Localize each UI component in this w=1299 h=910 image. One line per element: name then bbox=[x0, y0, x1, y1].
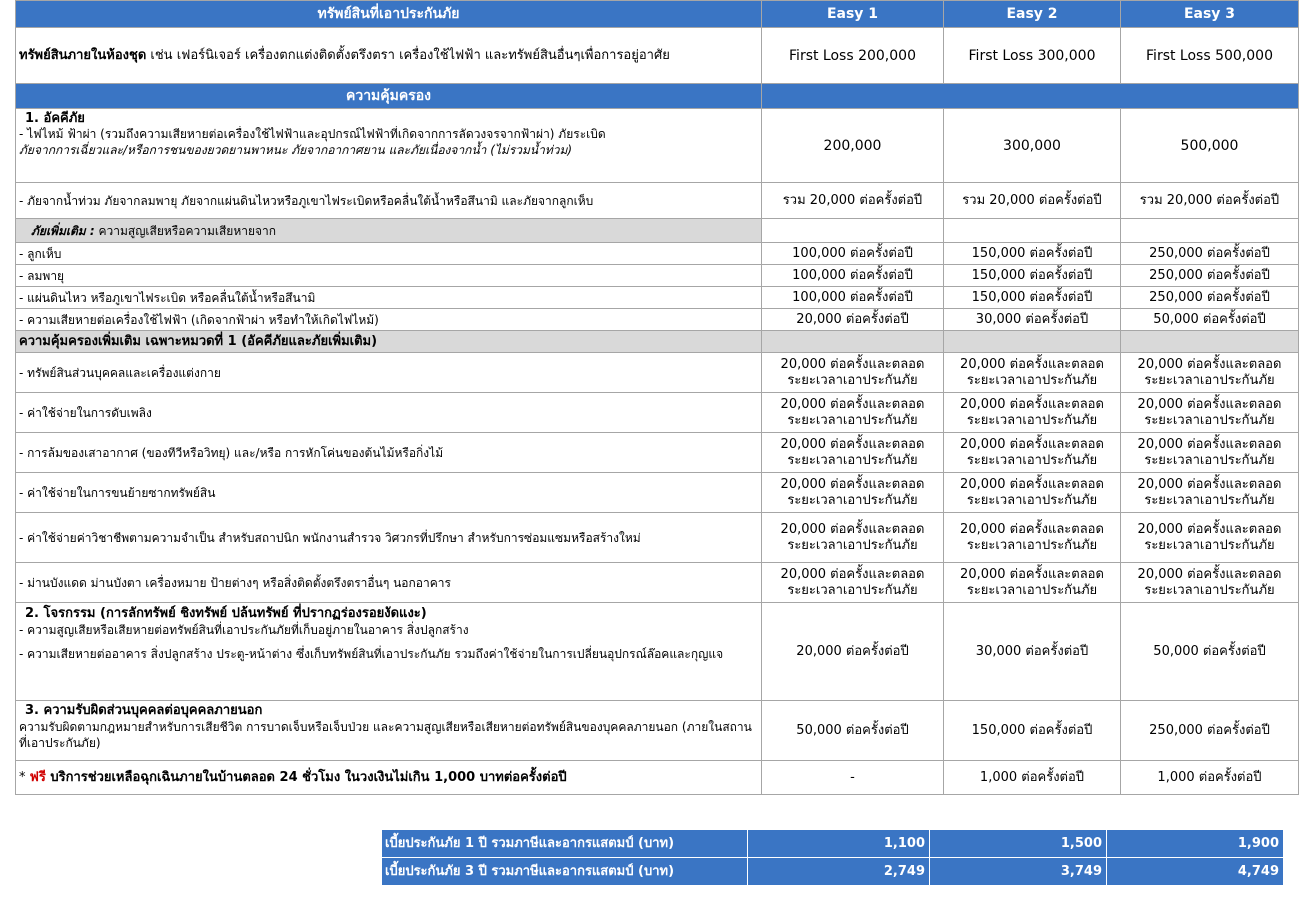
fire-row bbox=[16, 109, 1299, 183]
free-service-row bbox=[16, 761, 1299, 795]
premium-value: 1,900 bbox=[1107, 830, 1284, 858]
natural-perils-value: รวม 20,000 ต่อครั้งต่อปี bbox=[1121, 183, 1299, 219]
burglary-value: 20,000 ต่อครั้งต่อปี bbox=[762, 603, 944, 701]
free-service-value: - bbox=[762, 761, 944, 795]
insured-property-row bbox=[16, 28, 1299, 84]
extra-coverage-value-line2: ระยะเวลาเอาประกันภัย bbox=[1144, 372, 1275, 388]
additional-peril-value: 100,000 ต่อครั้งต่อปี bbox=[762, 265, 944, 287]
additional-perils-title-row bbox=[16, 219, 1299, 243]
coverage-sheet bbox=[15, 0, 1299, 795]
liability-label bbox=[16, 701, 762, 761]
extra-coverage-value bbox=[944, 393, 1121, 433]
fire-value: 200,000 bbox=[762, 109, 944, 183]
extra-coverage-value-line1: 20,000 ต่อครั้งและตลอด bbox=[960, 521, 1104, 537]
extra-coverage-label: - การล้มของเสาอากาศ (ของทีวีหรือวิทยุ) และ/หรือ การหักโค่นของต้นไม้หรือกิ่งไม้ bbox=[16, 433, 762, 473]
extra-coverage-row bbox=[16, 393, 1299, 433]
extra-coverage-value-line2: ระยะเวลาเอาประกันภัย bbox=[966, 372, 1098, 388]
extra-coverage-row bbox=[16, 353, 1299, 393]
header-plan-easy3: Easy 3 bbox=[1121, 1, 1299, 28]
extra-coverage-value bbox=[944, 473, 1121, 513]
extra-coverage-label: - ม่านบังแดด ม่านบังตา เครื่องหมาย ป้ายต่างๆ หรือสิ่งติดตั้งตรึงตราอื่นๆ นอกอาคาร bbox=[16, 563, 762, 603]
extra-coverage-value-line1: 20,000 ต่อครั้งและตลอด bbox=[1137, 521, 1282, 537]
premium-table bbox=[381, 829, 1284, 886]
extra-coverage-value-line2: ระยะเวลาเอาประกันภัย bbox=[966, 452, 1098, 468]
extra-coverage-value bbox=[944, 433, 1121, 473]
extra-coverage-value-line1: 20,000 ต่อครั้งและตลอด bbox=[780, 476, 925, 492]
additional-perils-title-bold: ภัยเพิ่มเติม : bbox=[31, 223, 95, 238]
header-plan-easy1: Easy 1 bbox=[762, 1, 944, 28]
burglary-row bbox=[16, 603, 1299, 701]
extra-coverage-value-line1: 20,000 ต่อครั้งและตลอด bbox=[780, 521, 925, 537]
extra-coverage-value-line2: ระยะเวลาเอาประกันภัย bbox=[787, 582, 918, 598]
extra-coverage-row bbox=[16, 433, 1299, 473]
fire-desc-line2: ภัยจากการเฉี่ยวและ/หรือการชนของยวดยานพาหนะ ภัยจากอากาศยาน และภัยเนื่องจากน้ำ (ไม่รวมน้ำท่วม) bbox=[19, 143, 573, 157]
additional-perils-title bbox=[16, 219, 762, 243]
extra-coverage-value-line2: ระยะเวลาเอาประกันภัย bbox=[966, 412, 1098, 428]
fire-label bbox=[16, 109, 762, 183]
extra-coverage-value-line2: ระยะเวลาเอาประกันภัย bbox=[1144, 537, 1275, 553]
table-header-row bbox=[16, 1, 1299, 28]
extra-coverage-value-line1: 20,000 ต่อครั้งและตลอด bbox=[960, 436, 1104, 452]
extra-coverage-value bbox=[1121, 513, 1299, 563]
premium-row bbox=[382, 858, 1284, 886]
additional-perils-title-rest: ความสูญเสียหรือความเสียหายจาก bbox=[94, 223, 277, 238]
extra-coverage-value-line2: ระยะเวลาเอาประกันภัย bbox=[787, 412, 918, 428]
extra-coverage-value-line1: 20,000 ต่อครั้งและตลอด bbox=[780, 566, 925, 582]
extra-coverage-label: - ค่าใช้จ่ายในการขนย้ายซากทรัพย์สิน bbox=[16, 473, 762, 513]
liability-title: 3. ความรับผิดส่วนบุคคลต่อบุคคลภายนอก bbox=[25, 703, 263, 718]
extra-coverage-value-line2: ระยะเวลาเอาประกันภัย bbox=[1144, 452, 1275, 468]
free-service-text: บริการช่วยเหลือฉุกเฉินภายในบ้านตลอด 24 ชั่วโมง ในวงเงินไม่เกิน 1,000 บาทต่อครั้งต่อปี bbox=[45, 769, 567, 785]
additional-peril-value: 30,000 ต่อครั้งต่อปี bbox=[944, 309, 1121, 331]
premium-value: 2,749 bbox=[748, 858, 930, 886]
extra-coverage-value bbox=[762, 393, 944, 433]
extra-coverage-value-line2: ระยะเวลาเอาประกันภัย bbox=[787, 492, 918, 508]
additional-peril-value: 150,000 ต่อครั้งต่อปี bbox=[944, 265, 1121, 287]
header-insured-property: ทรัพย์สินที่เอาประกันภัย bbox=[16, 1, 762, 28]
premium-label: เบี้ยประกันภัย 3 ปี รวมภาษีและอากรแสตมป์ (บาท) bbox=[382, 858, 748, 886]
insured-property-label bbox=[16, 28, 762, 84]
fire-title: 1. อัคคีภัย bbox=[25, 111, 85, 126]
additional-peril-row bbox=[16, 309, 1299, 331]
extra-coverage-title-fill bbox=[762, 331, 944, 353]
natural-perils-label: - ภัยจากน้ำท่วม ภัยจากลมพายุ ภัยจากแผ่นดินไหวหรือภูเขาไฟระเบิดหรือคลื่นใต้น้ำหรือสึนามิ และภัยจากลูกเห็บ bbox=[16, 183, 762, 219]
header-plan-easy2: Easy 2 bbox=[944, 1, 1121, 28]
extra-coverage-value bbox=[1121, 353, 1299, 393]
additional-peril-row bbox=[16, 287, 1299, 309]
coverage-header-row bbox=[16, 84, 1299, 109]
extra-coverage-value-line1: 20,000 ต่อครั้งและตลอด bbox=[1137, 476, 1282, 492]
additional-peril-value: 250,000 ต่อครั้งต่อปี bbox=[1121, 243, 1299, 265]
insured-property-label-rest: เช่น เฟอร์นิเจอร์ เครื่องตกแต่งติดตั้งตรึงตรา เครื่องใช้ไฟฟ้า และทรัพย์สินอื่นๆเพื่อการอยู่อาศัย bbox=[146, 48, 670, 63]
additional-peril-label: - แผ่นดินไหว หรือภูเขาไฟระเบิด หรือคลื่นใต้น้ำหรือสึนามิ bbox=[16, 287, 762, 309]
free-service-label bbox=[16, 761, 762, 795]
coverage-header: ความคุ้มครอง bbox=[16, 84, 762, 109]
free-service-value: 1,000 ต่อครั้งต่อปี bbox=[944, 761, 1121, 795]
additional-peril-value: 150,000 ต่อครั้งต่อปี bbox=[944, 287, 1121, 309]
burglary-label bbox=[16, 603, 762, 701]
extra-coverage-value-line2: ระยะเวลาเอาประกันภัย bbox=[1144, 492, 1275, 508]
premium-label: เบี้ยประกันภัย 1 ปี รวมภาษีและอากรแสตมป์ (บาท) bbox=[382, 830, 748, 858]
extra-coverage-value-line1: 20,000 ต่อครั้งและตลอด bbox=[780, 396, 925, 412]
additional-peril-value: 250,000 ต่อครั้งต่อปี bbox=[1121, 287, 1299, 309]
extra-coverage-value-line2: ระยะเวลาเอาประกันภัย bbox=[966, 492, 1098, 508]
extra-coverage-value-line2: ระยะเวลาเอาประกันภัย bbox=[787, 372, 918, 388]
additional-peril-label: - ลูกเห็บ bbox=[16, 243, 762, 265]
additional-peril-value: 150,000 ต่อครั้งต่อปี bbox=[944, 243, 1121, 265]
premium-value: 1,100 bbox=[748, 830, 930, 858]
extra-coverage-value-line1: 20,000 ต่อครั้งและตลอด bbox=[960, 396, 1104, 412]
free-service-prefix: * bbox=[19, 769, 30, 785]
burglary-line1: - ความสูญเสียหรือเสียหายต่อทรัพย์สินที่เอาประกันภัยที่เก็บอยู่ภายในอาคาร สิ่งปลูกสร้าง bbox=[19, 623, 469, 637]
natural-perils-value: รวม 20,000 ต่อครั้งต่อปี bbox=[762, 183, 944, 219]
insured-property-value: First Loss 300,000 bbox=[944, 28, 1121, 84]
extra-coverage-value bbox=[944, 513, 1121, 563]
premium-value: 3,749 bbox=[930, 858, 1107, 886]
extra-coverage-value-line1: 20,000 ต่อครั้งและตลอด bbox=[1137, 566, 1282, 582]
extra-coverage-value-line1: 20,000 ต่อครั้งและตลอด bbox=[1137, 436, 1282, 452]
extra-coverage-value bbox=[944, 353, 1121, 393]
liability-value: 250,000 ต่อครั้งต่อปี bbox=[1121, 701, 1299, 761]
extra-coverage-value-line1: 20,000 ต่อครั้งและตลอด bbox=[1137, 356, 1282, 372]
burglary-line2: - ความเสียหายต่ออาคาร สิ่งปลูกสร้าง ประตู-หน้าต่าง ซึ่งเก็บทรัพย์สินที่เอาประกันภัย รวมถึงค่าใช้จ่ายในการเปลี่ยนอุปกรณ์ล๊อคและกุญแจ bbox=[19, 647, 724, 661]
extra-coverage-title-fill bbox=[944, 331, 1121, 353]
extra-coverage-value bbox=[762, 563, 944, 603]
extra-coverage-value-line2: ระยะเวลาเอาประกันภัย bbox=[787, 537, 918, 553]
extra-coverage-value-line2: ระยะเวลาเอาประกันภัย bbox=[966, 537, 1098, 553]
insured-property-value: First Loss 200,000 bbox=[762, 28, 944, 84]
extra-coverage-value bbox=[944, 563, 1121, 603]
fire-desc-line1: - ไฟไหม้ ฟ้าผ่า (รวมถึงความเสียหายต่อเครื่องใช้ไฟฟ้าและอุปกรณ์ไฟฟ้าที่เกิดจากการลัดวงจรจากฟ้าผ่า) ภัยระเบิด bbox=[19, 127, 606, 141]
extra-coverage-value-line2: ระยะเวลาเอาประกันภัย bbox=[787, 452, 918, 468]
extra-coverage-row bbox=[16, 563, 1299, 603]
fire-value: 300,000 bbox=[944, 109, 1121, 183]
extra-coverage-value bbox=[1121, 473, 1299, 513]
extra-coverage-value bbox=[1121, 393, 1299, 433]
extra-coverage-value-line1: 20,000 ต่อครั้งและตลอด bbox=[960, 356, 1104, 372]
extra-coverage-label: - ทรัพย์สินส่วนบุคคลและเครื่องแต่งกาย bbox=[16, 353, 762, 393]
premium-value: 4,749 bbox=[1107, 858, 1284, 886]
extra-coverage-title-fill bbox=[1121, 331, 1299, 353]
extra-coverage-value bbox=[762, 473, 944, 513]
additional-peril-value: 50,000 ต่อครั้งต่อปี bbox=[1121, 309, 1299, 331]
natural-perils-value: รวม 20,000 ต่อครั้งต่อปี bbox=[944, 183, 1121, 219]
extra-coverage-value-line1: 20,000 ต่อครั้งและตลอด bbox=[960, 476, 1104, 492]
extra-coverage-value-line1: 20,000 ต่อครั้งและตลอด bbox=[960, 566, 1104, 582]
extra-coverage-value bbox=[762, 433, 944, 473]
extra-coverage-value bbox=[1121, 563, 1299, 603]
premium-value: 1,500 bbox=[930, 830, 1107, 858]
extra-coverage-row bbox=[16, 473, 1299, 513]
free-service-value: 1,000 ต่อครั้งต่อปี bbox=[1121, 761, 1299, 795]
additional-peril-row bbox=[16, 243, 1299, 265]
liability-value: 150,000 ต่อครั้งต่อปี bbox=[944, 701, 1121, 761]
liability-row bbox=[16, 701, 1299, 761]
extra-coverage-row bbox=[16, 513, 1299, 563]
extra-coverage-value-line2: ระยะเวลาเอาประกันภัย bbox=[966, 582, 1098, 598]
extra-coverage-value-line1: 20,000 ต่อครั้งและตลอด bbox=[780, 356, 925, 372]
extra-coverage-value-line2: ระยะเวลาเอาประกันภัย bbox=[1144, 412, 1275, 428]
extra-coverage-label: - ค่าใช้จ่ายค่าวิชาชีพตามความจำเป็น สำหรับสถาปนิก พนักงานสำรวจ วิศวกรที่ปรึกษา สำหรับการซ่อมแซมหรือสร้างใหม่ bbox=[16, 513, 762, 563]
additional-perils-blank bbox=[762, 219, 944, 243]
free-service-free: ฟรี bbox=[29, 769, 46, 785]
extra-coverage-value-line1: 20,000 ต่อครั้งและตลอด bbox=[780, 436, 925, 452]
extra-coverage-value bbox=[762, 353, 944, 393]
additional-perils-blank bbox=[944, 219, 1121, 243]
additional-peril-row bbox=[16, 265, 1299, 287]
coverage-header-fill bbox=[762, 84, 1299, 109]
liability-value: 50,000 ต่อครั้งต่อปี bbox=[762, 701, 944, 761]
premium-row bbox=[382, 830, 1284, 858]
liability-desc: ความรับผิดตามกฎหมายสำหรับการเสียชีวิต การบาดเจ็บหรือเจ็บป่วย และความสูญเสียหรือเสียหายต่อทรัพย์สินของบุคคลภายนอก (ภายในสถานที่เอาประกันภัย) bbox=[19, 720, 752, 750]
extra-coverage-title: ความคุ้มครองเพิ่มเติม เฉพาะหมวดที่ 1 (อัคคีภัยและภัยเพิ่มเติม) bbox=[16, 331, 762, 353]
extra-coverage-title-row bbox=[16, 331, 1299, 353]
extra-coverage-value bbox=[762, 513, 944, 563]
additional-peril-value: 100,000 ต่อครั้งต่อปี bbox=[762, 287, 944, 309]
burglary-value: 30,000 ต่อครั้งต่อปี bbox=[944, 603, 1121, 701]
extra-coverage-value-line1: 20,000 ต่อครั้งและตลอด bbox=[1137, 396, 1282, 412]
extra-coverage-label: - ค่าใช้จ่ายในการดับเพลิง bbox=[16, 393, 762, 433]
additional-peril-label: - ลมพายุ bbox=[16, 265, 762, 287]
natural-perils-row bbox=[16, 183, 1299, 219]
additional-peril-value: 100,000 ต่อครั้งต่อปี bbox=[762, 243, 944, 265]
burglary-value: 50,000 ต่อครั้งต่อปี bbox=[1121, 603, 1299, 701]
additional-peril-value: 250,000 ต่อครั้งต่อปี bbox=[1121, 265, 1299, 287]
extra-coverage-value-line2: ระยะเวลาเอาประกันภัย bbox=[1144, 582, 1275, 598]
coverage-table bbox=[15, 0, 1299, 795]
extra-coverage-value bbox=[1121, 433, 1299, 473]
additional-peril-value: 20,000 ต่อครั้งต่อปี bbox=[762, 309, 944, 331]
fire-value: 500,000 bbox=[1121, 109, 1299, 183]
burglary-title: 2. โจรกรรม (การลักทรัพย์ ชิงทรัพย์ ปล้นทรัพย์ ที่ปรากฏร่องรอยงัดแงะ) bbox=[25, 606, 427, 621]
insured-property-value: First Loss 500,000 bbox=[1121, 28, 1299, 84]
additional-peril-label: - ความเสียหายต่อเครื่องใช้ไฟฟ้า (เกิดจากฟ้าผ่า หรือทำให้เกิดไฟไหม้) bbox=[16, 309, 762, 331]
insured-property-label-bold: ทรัพย์สินภายในห้องชุด bbox=[19, 48, 147, 63]
additional-perils-blank bbox=[1121, 219, 1299, 243]
